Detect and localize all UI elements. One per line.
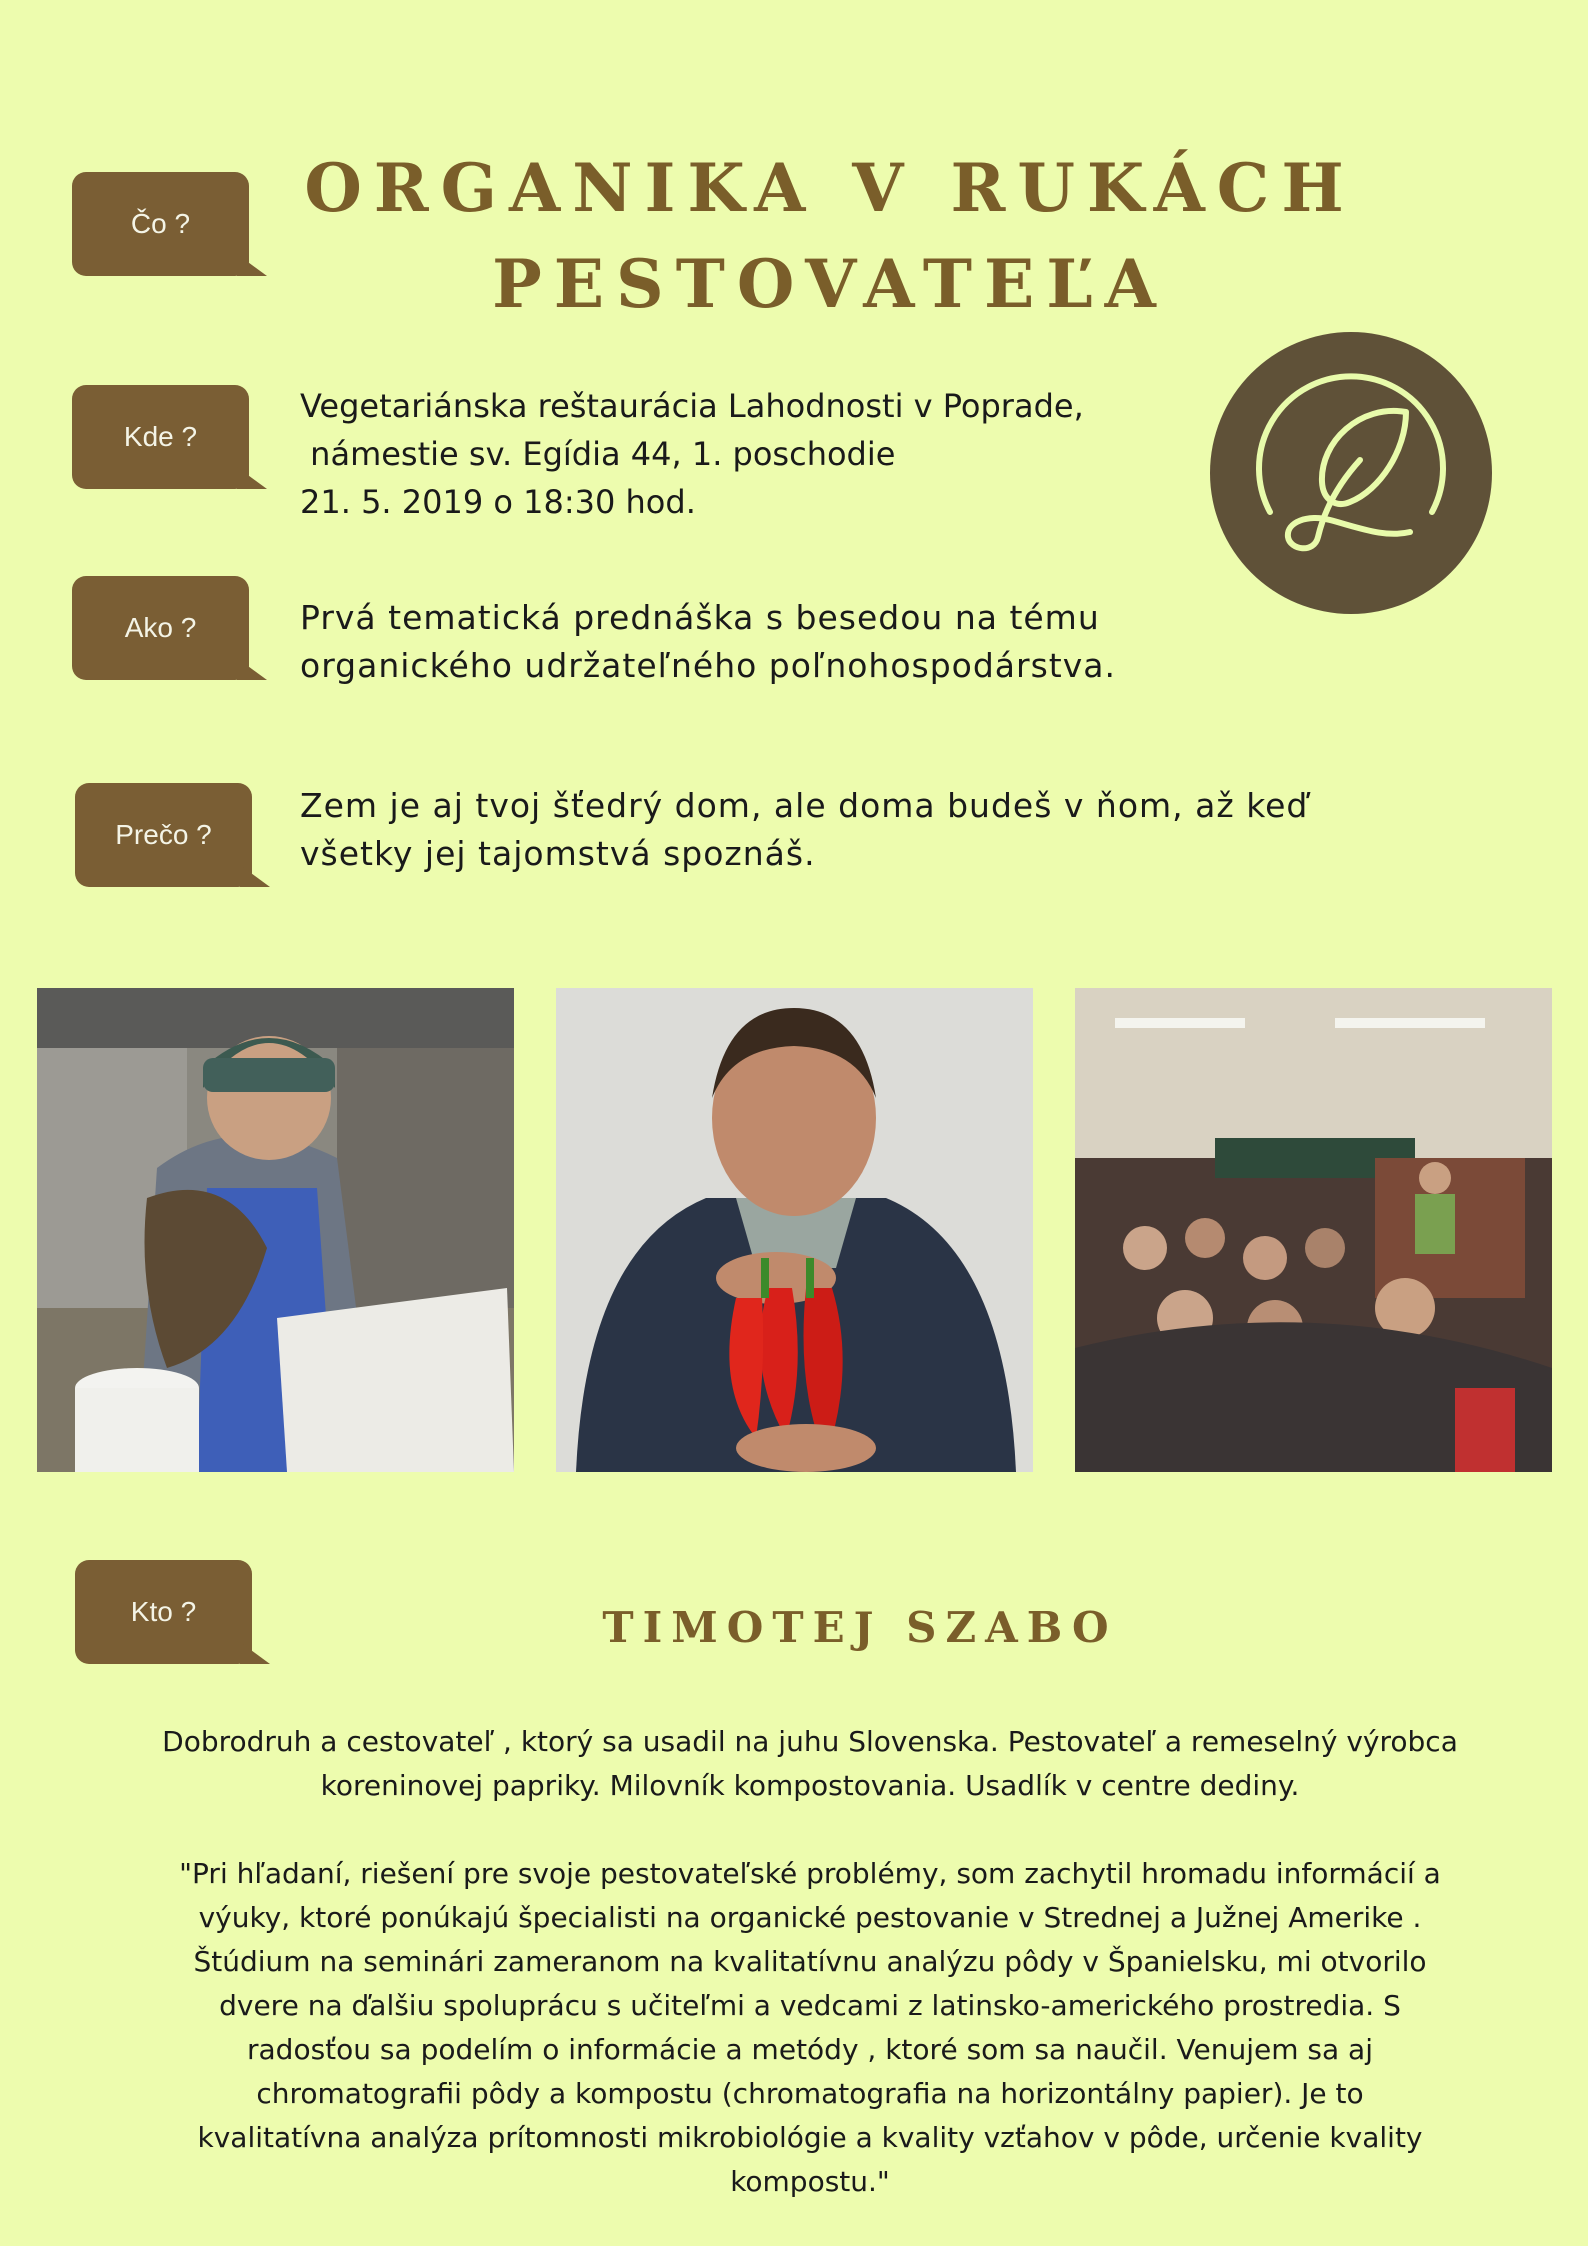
speaker-bio [130, 1720, 1490, 1808]
bubble-ako [72, 576, 249, 680]
quote-line: radosťou sa podelím o informácie a metódy , ktoré som sa naučil. Venujem sa aj [247, 2033, 1373, 2066]
kde-date: 21. 5. 2019 o 18:30 hod. [300, 483, 696, 521]
speaker-name: TIMOTEJ SZABO [602, 1603, 1118, 1652]
bubble-kto [75, 1560, 252, 1664]
page-title [300, 140, 1360, 332]
photo-speaker-with-peppers [556, 988, 1033, 1472]
quote-line: kompostu." [730, 2165, 890, 2198]
page-title-line2: PESTOVATEĽA [492, 245, 1168, 323]
bubble-co [72, 172, 249, 276]
photo-lecture-audience [1075, 988, 1552, 1472]
bubble-ako-label: Ako ? [124, 612, 197, 643]
quote-line: Štúdium na seminári zameranom na kvalitatívnu analýzu pôdy v Španielsku, mi otvorilo [193, 1945, 1427, 1978]
speaker-bio-line2: koreninovej papriky. Milovník kompostovania. Usadlík v centre dediny. [320, 1769, 1300, 1802]
quote-line: výuky, ktoré ponúkajú špecialisti na organické pestovanie v Strednej a Južnej Amerike . [198, 1901, 1422, 1934]
ako-info [300, 594, 1116, 690]
preco-line2: všetky jej tajomstvá spoznáš. [300, 834, 816, 873]
bubble-preco [75, 783, 252, 887]
bubble-kde-label: Kde ? [123, 421, 198, 452]
kde-address: námestie sv. Egídia 44, 1. poschodie [300, 435, 896, 473]
preco-line1: Zem je aj tvoj šťedrý dom, ale doma budeš v ňom, až keď [300, 786, 1309, 825]
preco-info [300, 782, 1308, 878]
photo-farmer-with-roots [37, 988, 514, 1472]
bubble-preco-label: Prečo ? [115, 819, 212, 850]
quote-line: kvalitatívna analýza prítomnosti mikrobiológie a kvality vzťahov v pôde, určenie kvality [197, 2121, 1423, 2154]
kde-venue: Vegetariánska reštaurácia Lahodnosti v Poprade, [300, 387, 1084, 425]
ako-line2: organického udržateľného poľnohospodárstva. [300, 646, 1116, 685]
quote-line: chromatografii pôdy a kompostu (chromatografia na horizontálny papier). Je to [256, 2077, 1364, 2110]
bubble-co-label: Čo ? [130, 208, 191, 239]
speaker-quote [130, 1852, 1490, 2204]
bubble-kde [72, 385, 249, 489]
lahodnosti-logo-icon [1210, 332, 1492, 614]
speaker-bio-line1: Dobrodruh a cestovateľ , ktorý sa usadil na juhu Slovenska. Pestovateľ a remeselný výrobca [162, 1725, 1458, 1758]
page-title-line1: ORGANIKA V RUKÁCH [304, 149, 1356, 227]
quote-line: dvere na ďalšiu spoluprácu s učiteľmi a vedcami z latinsko-amerického prostredia. S [219, 1989, 1401, 2022]
bubble-kto-label: Kto ? [130, 1596, 197, 1627]
ako-line1: Prvá tematická prednáška s besedou na tému [300, 598, 1100, 637]
kde-info [300, 382, 1084, 526]
quote-line: "Pri hľadaní, riešení pre svoje pestovateľské problémy, som zachytil hromadu informácií a [179, 1857, 1441, 1890]
